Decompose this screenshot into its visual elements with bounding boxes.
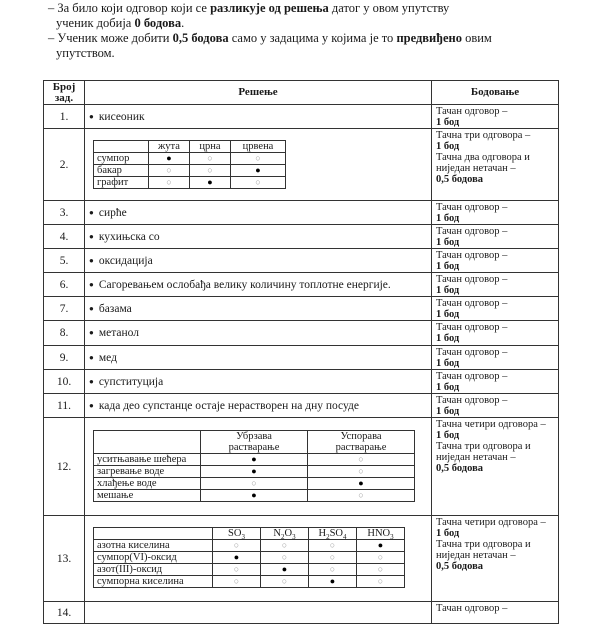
matrix-cell — [201, 489, 308, 501]
empty-circle-icon — [358, 466, 363, 477]
matrix-cell — [308, 453, 415, 465]
solution-cell — [85, 602, 432, 624]
matrix-column-header — [201, 430, 308, 453]
instruction-line-3: – Ученик може добити 0,5 бодова само у задацима у којима је то предвиђено овим — [48, 31, 492, 45]
points-criterion: Тачан одговор – — [436, 298, 508, 309]
task-number: 9. — [44, 346, 85, 370]
empty-circle-icon — [234, 564, 239, 575]
empty-circle-icon — [358, 490, 363, 501]
points-cell — [432, 129, 559, 201]
solution-cell — [85, 105, 432, 129]
empty-circle-icon — [282, 576, 287, 587]
matrix-cell — [231, 177, 286, 189]
formula-part: 2 — [281, 533, 285, 542]
matrix-cell — [213, 564, 261, 576]
matrix-cell — [149, 153, 190, 165]
points-value: 0,5 бодова — [436, 174, 484, 185]
matrix-cell — [213, 576, 261, 588]
matrix-cell — [357, 552, 405, 564]
matrix-cell — [190, 177, 231, 189]
matrix-row-label: загревање воде — [94, 465, 201, 477]
solution-cell — [85, 370, 432, 394]
task-number: 2. — [44, 129, 85, 201]
points-criterion: Тачна три одговора и ниједан нетачан – — [436, 441, 531, 463]
matrix-header-row — [94, 430, 415, 453]
points-value: 0,5 бодова — [436, 463, 484, 474]
matrix-row-label: сумпорна киселина — [94, 576, 213, 588]
points-criterion: Тачан одговор – — [436, 603, 508, 614]
empty-circle-icon — [378, 564, 383, 575]
points-criterion: Тачна четири одговора – — [436, 517, 546, 528]
points-cell — [432, 225, 559, 249]
instruction-line-2: ученик добија 0 бодова. — [56, 16, 185, 30]
filled-circle-icon — [251, 466, 256, 477]
formula-part: HNO — [367, 528, 391, 539]
solution-text: ● оксидација — [89, 255, 153, 267]
points-criterion: Тачан одговор – — [436, 371, 508, 382]
matrix-cell — [201, 477, 308, 489]
points-cell — [432, 273, 559, 297]
points-cell — [432, 201, 559, 225]
table-row — [44, 129, 559, 201]
matrix-column-header — [213, 528, 261, 540]
table-row — [44, 225, 559, 249]
filled-circle-icon — [251, 490, 256, 501]
empty-circle-icon — [255, 177, 260, 188]
formula-part: O — [284, 528, 293, 539]
table-row — [44, 105, 559, 129]
empty-circle-icon — [234, 540, 239, 551]
task-number: 4. — [44, 225, 85, 249]
matrix-cell — [309, 540, 357, 552]
matrix-row-label: азот(III)-оксид — [94, 564, 213, 576]
empty-circle-icon — [255, 153, 260, 164]
task-number: 11. — [44, 394, 85, 418]
filled-circle-icon — [378, 540, 383, 551]
matrix-row — [94, 564, 405, 576]
points-criterion: Тачан одговор – — [436, 250, 508, 261]
filled-circle-icon — [166, 153, 171, 164]
empty-circle-icon — [207, 165, 212, 176]
q12-matrix — [93, 430, 415, 502]
matrix-row — [94, 489, 415, 501]
matrix-cell — [309, 552, 357, 564]
matrix-cell — [261, 540, 309, 552]
task-number: 5. — [44, 249, 85, 273]
column-header-line: растварање — [228, 441, 280, 453]
solution-cell — [85, 273, 432, 297]
table-row — [44, 418, 559, 516]
matrix-corner — [94, 430, 201, 453]
solution-cell — [85, 129, 432, 201]
matrix-column-header: црвена — [231, 141, 286, 153]
matrix-row-label: азотна киселина — [94, 540, 213, 552]
task-number: 12. — [44, 418, 85, 516]
points-value: 1 бод — [436, 285, 460, 296]
formula-part: 4 — [343, 533, 347, 542]
filled-circle-icon — [207, 177, 212, 188]
points-cell — [432, 297, 559, 321]
matrix-column-header: жута — [149, 141, 190, 153]
matrix-row — [94, 177, 286, 189]
matrix-header-row — [94, 141, 286, 153]
matrix-column-header — [309, 528, 357, 540]
points-criterion: Тачан одговор – — [436, 322, 508, 333]
solution-cell — [85, 516, 432, 602]
header-points: Бодовање — [432, 81, 559, 105]
table-row — [44, 370, 559, 394]
task-number: 3. — [44, 201, 85, 225]
matrix-cell — [190, 153, 231, 165]
table-row — [44, 602, 559, 624]
table-row — [44, 201, 559, 225]
matrix-cell — [309, 564, 357, 576]
formula-part: 2 — [326, 533, 330, 542]
task-number: 1. — [44, 105, 85, 129]
points-value: 1 бод — [436, 358, 460, 369]
empty-circle-icon — [166, 177, 171, 188]
matrix-column-header: црна — [190, 141, 231, 153]
solution-cell — [85, 249, 432, 273]
task-number: 6. — [44, 273, 85, 297]
points-cell — [432, 321, 559, 346]
matrix-cell — [261, 576, 309, 588]
header-row — [44, 81, 559, 105]
solution-text: ● кисеоник — [89, 111, 145, 123]
empty-circle-icon — [330, 564, 335, 575]
matrix-row — [94, 465, 415, 477]
matrix-corner — [94, 528, 213, 540]
task-number: 14. — [44, 602, 85, 624]
points-criterion: Тачна три одговора и ниједан нетачан – — [436, 539, 531, 561]
header-solution: Решење — [85, 81, 432, 105]
empty-circle-icon — [282, 540, 287, 551]
solution-cell — [85, 394, 432, 418]
matrix-cell — [231, 153, 286, 165]
table-row — [44, 273, 559, 297]
formula-part: 3 — [390, 533, 394, 542]
solution-cell — [85, 346, 432, 370]
instructions — [48, 1, 568, 61]
table-row — [44, 297, 559, 321]
formula-part: 3 — [292, 533, 296, 542]
points-criterion: Тачна два одговора и ниједан нетачан – — [436, 152, 530, 174]
matrix-cell — [308, 477, 415, 489]
points-criterion: Тачан одговор – — [436, 395, 508, 406]
instruction-line-4: упутством. — [56, 46, 115, 60]
points-cell — [432, 394, 559, 418]
solution-text: ● кухињска со — [89, 231, 160, 243]
points-value: 1 бод — [436, 261, 460, 272]
matrix-row — [94, 540, 405, 552]
task-number: 13. — [44, 516, 85, 602]
points-criterion: Тачна три одговора – — [436, 130, 531, 141]
solution-text: ● када део супстанце остаје нерастворен на дну посуде — [89, 400, 359, 412]
matrix-header-row — [94, 528, 405, 540]
matrix-row-label: сумпор — [94, 153, 149, 165]
points-value: 1 бод — [436, 117, 460, 128]
matrix-row-label: сумпор(VI)-оксид — [94, 552, 213, 564]
matrix-row — [94, 552, 405, 564]
matrix-cell — [308, 489, 415, 501]
solution-text: ● базама — [89, 303, 132, 315]
points-cell — [432, 105, 559, 129]
points-value: 1 бод — [436, 237, 460, 248]
matrix-row — [94, 165, 286, 177]
matrix-cell — [308, 465, 415, 477]
solution-cell — [85, 321, 432, 346]
filled-circle-icon — [234, 552, 239, 563]
filled-circle-icon — [358, 478, 363, 489]
matrix-row-label: графит — [94, 177, 149, 189]
matrix-cell — [201, 453, 308, 465]
empty-circle-icon — [234, 576, 239, 587]
q2-matrix — [93, 140, 286, 189]
solution-cell — [85, 418, 432, 516]
points-value: 1 бод — [436, 141, 460, 152]
formula-part: 3 — [241, 533, 245, 542]
points-value: 1 бод — [436, 309, 460, 320]
points-cell — [432, 370, 559, 394]
matrix-column-header — [308, 430, 415, 453]
points-value: 1 бод — [436, 333, 460, 344]
answer-key-table — [43, 80, 559, 624]
solution-text: ● сирће — [89, 207, 127, 219]
matrix-row — [94, 453, 415, 465]
empty-circle-icon — [378, 576, 383, 587]
filled-circle-icon — [282, 564, 287, 575]
task-number: 7. — [44, 297, 85, 321]
matrix-row-label: бакар — [94, 165, 149, 177]
points-value: 1 бод — [436, 430, 460, 441]
solution-text: ● мед — [89, 352, 117, 364]
points-cell — [432, 516, 559, 602]
matrix-cell — [231, 165, 286, 177]
solution-text: ● супституција — [89, 376, 163, 388]
points-value: 1 бод — [436, 213, 460, 224]
matrix-cell — [309, 576, 357, 588]
matrix-cell — [357, 576, 405, 588]
q13-matrix — [93, 527, 405, 588]
formula-part: SO — [228, 528, 242, 539]
table-row — [44, 516, 559, 602]
solution-cell — [85, 297, 432, 321]
empty-circle-icon — [251, 478, 256, 489]
task-number: 8. — [44, 321, 85, 346]
empty-circle-icon — [330, 540, 335, 551]
matrix-column-header — [357, 528, 405, 540]
points-value: 0,5 бодова — [436, 561, 484, 572]
empty-circle-icon — [207, 153, 212, 164]
matrix-cell — [357, 564, 405, 576]
matrix-row — [94, 576, 405, 588]
empty-circle-icon — [358, 454, 363, 465]
empty-circle-icon — [166, 165, 171, 176]
matrix-row — [94, 153, 286, 165]
solution-text: ● метанол — [89, 327, 139, 339]
column-header-line: растварање — [335, 441, 387, 453]
table-row — [44, 346, 559, 370]
instruction-line-1: – За било који одговор који се разликује од решења датог у овом упутству — [48, 1, 450, 15]
solution-cell — [85, 225, 432, 249]
empty-circle-icon — [378, 552, 383, 563]
matrix-cell — [190, 165, 231, 177]
task-number: 10. — [44, 370, 85, 394]
filled-circle-icon — [255, 165, 260, 176]
points-cell — [432, 418, 559, 516]
matrix-cell — [213, 552, 261, 564]
empty-circle-icon — [330, 552, 335, 563]
matrix-cell — [357, 540, 405, 552]
points-cell — [432, 346, 559, 370]
matrix-cell — [149, 177, 190, 189]
filled-circle-icon — [330, 576, 335, 587]
matrix-row-label: хлађење воде — [94, 477, 201, 489]
empty-circle-icon — [282, 552, 287, 563]
points-cell — [432, 249, 559, 273]
points-value: 1 бод — [436, 382, 460, 393]
matrix-column-header — [261, 528, 309, 540]
formula-part: N — [273, 528, 281, 539]
matrix-cell — [213, 540, 261, 552]
filled-circle-icon — [251, 454, 256, 465]
matrix-cell — [149, 165, 190, 177]
points-value: 1 бод — [436, 528, 460, 539]
matrix-row-label: мешање — [94, 489, 201, 501]
matrix-row-label: уситњавање шећера — [94, 453, 201, 465]
matrix-row — [94, 477, 415, 489]
points-criterion: Тачан одговор – — [436, 274, 508, 285]
column-header-line: Убрзава — [236, 430, 272, 442]
column-header-line: Успорава — [340, 430, 382, 442]
points-criterion: Тачан одговор – — [436, 202, 508, 213]
points-criterion: Тачан одговор – — [436, 106, 508, 117]
table-row — [44, 394, 559, 418]
solution-cell — [85, 201, 432, 225]
points-criterion: Тачан одговор – — [436, 226, 508, 237]
formula-part: H — [318, 528, 327, 539]
matrix-cell — [261, 564, 309, 576]
table-row — [44, 249, 559, 273]
points-cell — [432, 602, 559, 624]
formula-part: SO — [329, 528, 344, 539]
header-number: Број зад. — [44, 81, 85, 105]
matrix-cell — [261, 552, 309, 564]
points-criterion: Тачна четири одговора – — [436, 419, 546, 430]
matrix-corner — [94, 141, 149, 153]
solution-text: ● Сагоревањем ослобађа велику количину топлотне енергије. — [89, 279, 391, 291]
table-row — [44, 321, 559, 346]
points-value: 1 бод — [436, 406, 460, 417]
matrix-cell — [201, 465, 308, 477]
points-criterion: Тачан одговор – — [436, 347, 508, 358]
